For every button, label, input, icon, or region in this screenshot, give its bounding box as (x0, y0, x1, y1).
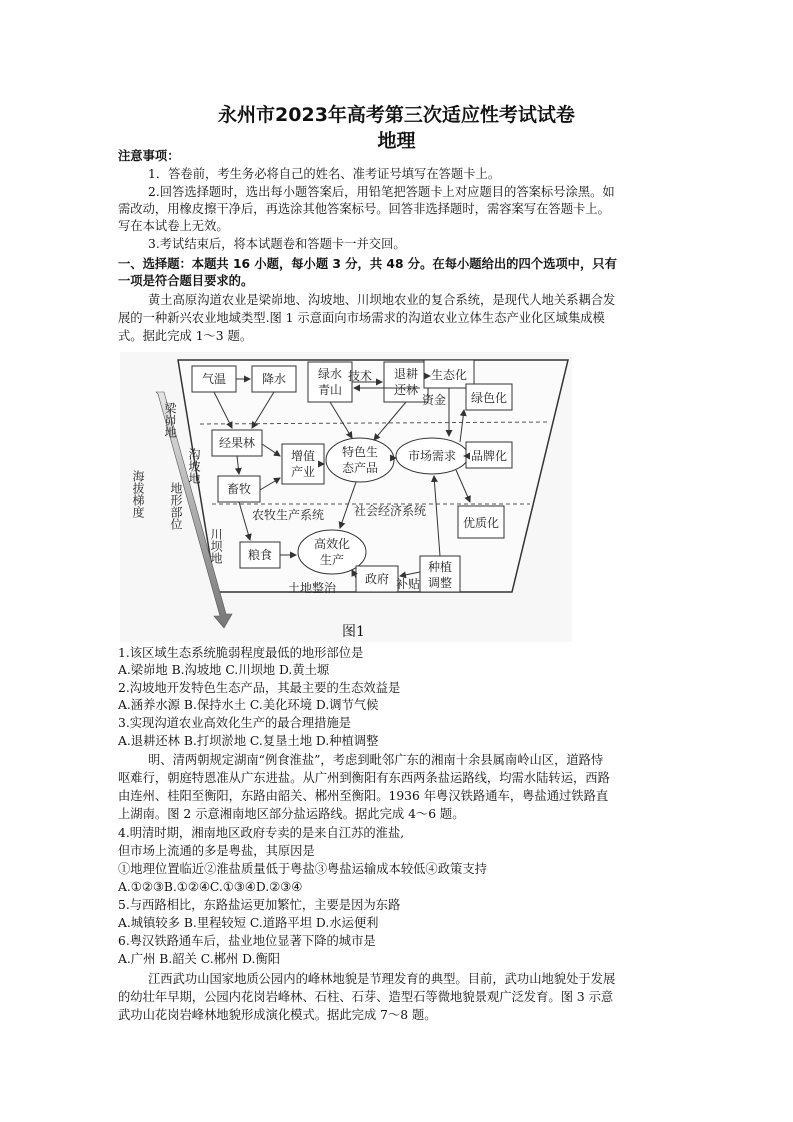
question-options: A.涵养水源 B.保持水土 C.美化环境 D.调节气候 (118, 698, 379, 712)
passage-2: 上湖南。图 2 示意湘南地区部分盐运路线。据此完成 4～6 题。 (118, 807, 465, 821)
question-options: A.广州 B.韶关 C.郴州 D.衡阳 (118, 952, 281, 966)
ellipse-gaoxiao-label: 生产 (319, 553, 345, 567)
passage-3: 武功山花岗岩峰林地貌形成演化模式。据此完成 7～8 题。 (118, 1008, 437, 1022)
question-line: 但市场上流通的多是粤盐，其原因是 (118, 844, 315, 858)
passage-3: 江西武功山国家地质公园内的峰林地貌是节理发育的典型。目前，武功山地貌处于发展 (148, 972, 616, 986)
box-youzhihua-label: 优质化 (462, 516, 500, 530)
subject-title: 地理 (377, 130, 416, 152)
intro-paragraph: 黄土高原沟道农业是梁峁地、沟坡地、川坝地农业的复合系统，是现代人地关系耦合发 (148, 293, 616, 307)
box-jingguolin-label: 经果林 (218, 436, 256, 450)
box-pinpaihua-label: 品牌化 (470, 449, 508, 463)
intro-paragraph: 式。据此完成 1～3 题。 (118, 329, 253, 343)
notice-item: 2.回答选择题时，选出每小题答案后，用铅笔把答题卡上对应题目的答案标号涂黑。如 (148, 185, 615, 199)
passage-2: 由连州、桂阳至衡阳，东路由韶关、郴州至衡阳。1936 年粤汉铁路通车，粤盐通过铁路直 (118, 789, 609, 803)
question-line: ①地理位置临近②淮盐质量低于粤盐③粤盐运输成本较低④政策支持 (118, 862, 487, 876)
label-nongmu: 农牧生产系统 (251, 508, 325, 522)
box-jiangshui-label: 降水 (261, 372, 287, 386)
question-line: 5.与西路相比，东路盐运更加繁忙，主要是因为东路 (118, 898, 401, 912)
exam-title: 永州市2023年高考第三次适应性考试试卷 (218, 104, 575, 126)
notice-item: 写在本试卷上无效。 (118, 219, 229, 233)
box-lvsehua-label: 绿色化 (470, 391, 508, 405)
question-line: 2.沟坡地开发特色生态产品，其最主要的生态效益是 (118, 681, 401, 695)
notice-heading: 注意事项： (118, 149, 180, 163)
box-zengzhi-label: 产业 (290, 465, 316, 479)
ellipse-gaoxiao-label: 高效化 (313, 537, 351, 551)
label-shehui: 社会经济系统 (353, 504, 427, 518)
section-heading: 一项是符合题目要求的。 (118, 274, 254, 288)
figure-1 (120, 352, 572, 642)
box-zhengfu-label: 政府 (364, 572, 390, 586)
box-lvshui-label: 绿水 (317, 367, 343, 381)
zone-label: 梁峁地 (163, 402, 177, 438)
passage-2: 明、清两朝规定湖南“例食淮盐”，考虑到毗邻广东的湘南十余县属南岭山区，道路恃 (148, 753, 604, 767)
question-line: 3.实现沟道农业高效化生产的最合理措施是 (118, 716, 352, 730)
label-tudi: 土地整治 (287, 581, 337, 595)
notice-item: 需改动，用橡皮擦干净后，再选涂其他答案标号。回答非选择题时，需容案写在答题卡上。 (118, 202, 610, 216)
ellipse-shichang-label: 市场需求 (407, 449, 457, 463)
box-tuigeng-label: 还林 (393, 383, 419, 397)
box-qiwen-label: 气温 (201, 372, 227, 386)
section-heading: 一、选择题：本题共 16 小题，每小题 3 分，共 48 分。在每小题给出的四个选项中，只有 (118, 257, 617, 271)
ellipse-tese-label: 特色生 (341, 445, 379, 459)
question-options: A.①②③B.①②④C.①③④D.②③④ (118, 880, 303, 894)
box-zhongzhi-label: 种植 (427, 560, 453, 574)
box-zengzhi-label: 增值 (290, 449, 316, 463)
label-butie: 补贴 (395, 577, 421, 591)
question-line: 4.明清时期，湘南地区政府专卖的是来自江苏的淮盐, (118, 826, 405, 840)
axis-label: 海拔梯度 (131, 470, 145, 518)
label-zijin: 资金 (421, 393, 447, 407)
question-line: 1.该区域生态系统脆弱程度最低的地形部位是 (118, 646, 364, 660)
question-options: A.梁峁地 B.沟坡地 C.川坝地 D.黄土塬 (118, 663, 330, 677)
passage-3: 的幼壮年早期，公园内花岗岩峰林、石柱、石芽、造型石等微地貌景观广泛发育。图 3 示意 (118, 990, 614, 1004)
figure-1-diagram (120, 352, 572, 642)
box-tuigeng-label: 退耕 (393, 367, 419, 381)
side-label: 地形部位 (169, 482, 183, 530)
figure-1-caption: 图1 (342, 624, 365, 640)
question-line: 6.粤汉铁路通车后，盐业地位显著下降的城市是 (118, 934, 376, 948)
box-xumu-label: 畜牧 (226, 482, 252, 496)
question-options: A.城镇较多 B.里程较短 C.道路平坦 D.水运便利 (118, 916, 379, 930)
box-liangshi-label: 粮食 (247, 548, 273, 562)
intro-paragraph: 展的一种新兴农业地域类型.图 1 示意面向市场需求的沟道农业立体生态产业化区域集成模 (118, 311, 605, 325)
label-jishu: 技术 (347, 369, 373, 383)
notice-item: 1．答卷前，考生务必将自己的姓名、准考证号填写在答题卡上。 (148, 167, 501, 181)
notice-item: 3.考试结束后，将本试题卷和答题卡一并交回。 (148, 237, 406, 251)
question-options: A.退耕还林 B.打坝淤地 C.复垦土地 D.种植调整 (118, 734, 379, 748)
passage-2: 呕难行，朝庭特恩准从广东进盐。从广州到衡阳有东西两条盐运路线，均需水陆转运，西路 (118, 771, 610, 785)
box-shengtaihua-label: 生态化 (430, 368, 468, 382)
ellipse-tese-label: 态产品 (341, 461, 379, 475)
box-zhongzhi-label: 调整 (427, 576, 453, 590)
zone-label: 沟坡地 (187, 448, 201, 484)
box-lvshui-label: 青山 (317, 383, 343, 397)
zone-label: 川坝地 (209, 528, 223, 564)
